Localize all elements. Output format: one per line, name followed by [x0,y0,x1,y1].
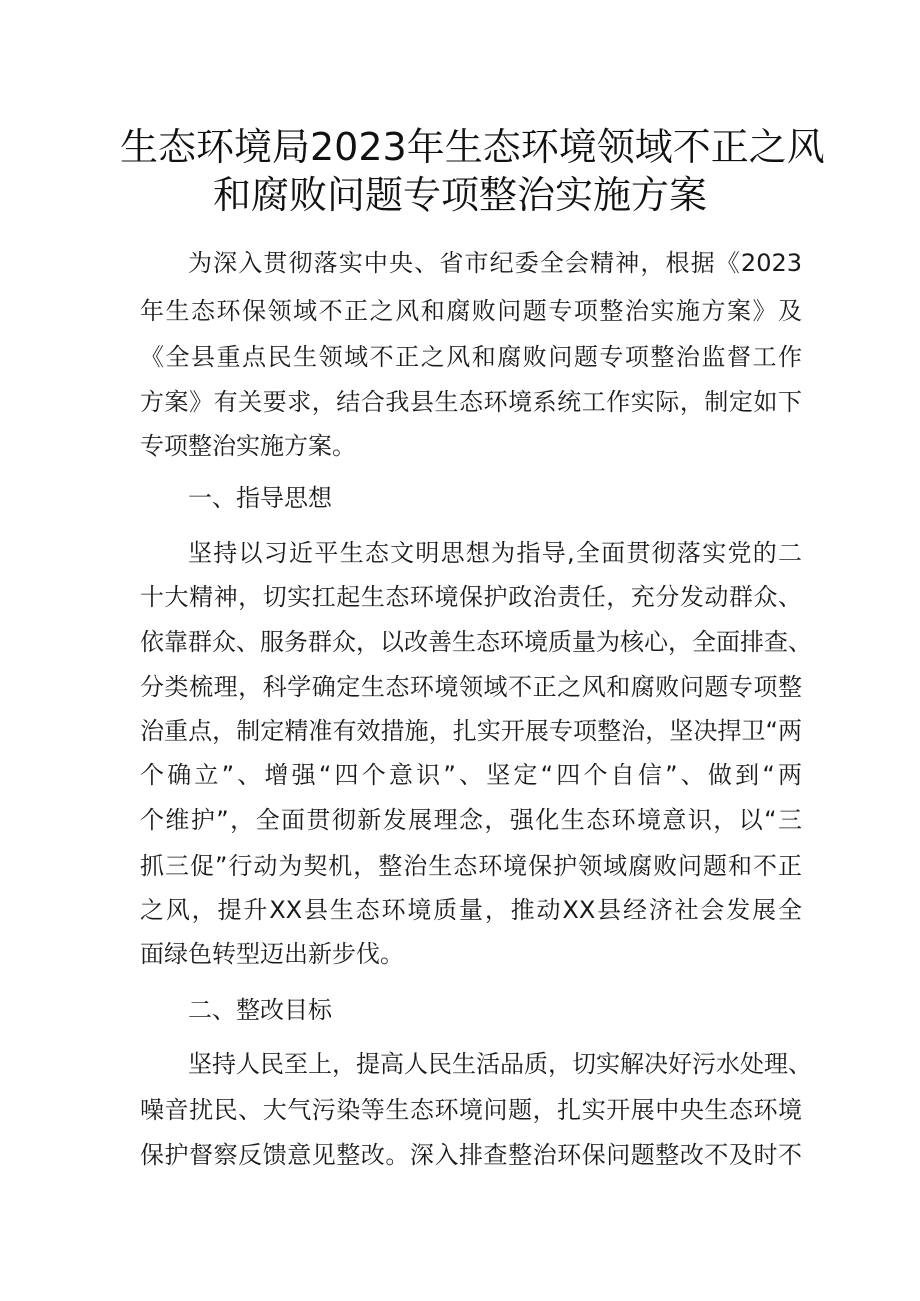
section-1-line-2: 十大精神，切实扛起生态环境保护政治责任，充分发动群众、 [140,583,802,611]
section-1-line-1: 坚持以习近平生态文明思想为指导,全面贯彻落实党的二 [188,539,802,567]
intro-line-1: 为深入贯彻落实中央、省市纪委全会精神，根据《2023 [188,249,802,277]
section-1-line-5: 治重点，制定精准有效措施，扎实开展专项整治，坚决捍卫“两 [140,717,802,745]
section-2-heading: 二、整改目标 [188,996,332,1024]
document-title-line-1: 生态环境局2023年生态环境领域不正之风 [120,125,825,169]
section-1-heading: 一、指导思想 [188,484,332,512]
section-1-line-8: 抓三促”行动为契机，整治生态环境保护领域腐败问题和不正 [140,852,802,880]
intro-line-3: 《全县重点民生领域不正之风和腐败问题专项整治监督工作 [140,343,802,371]
section-1-line-4: 分类梳理，科学确定生态环境领域不正之风和腐败问题专项整 [140,673,802,701]
section-2-line-1: 坚持人民至上，提高人民生活品质，切实解决好污水处理、 [188,1050,812,1078]
section-2-line-3: 保护督察反馈意见整改。深入排查整治环保问题整改不及时不 [140,1141,802,1169]
section-1-line-7: 个维护”，全面贯彻新发展理念，强化生态环境意识，以“三 [140,806,802,834]
intro-line-4: 方案》有关要求，结合我县生态环境系统工作实际，制定如下 [140,388,802,416]
intro-line-2: 年生态环保领域不正之风和腐败问题专项整治实施方案》及 [140,297,802,325]
document-title-line-2: 和腐败问题专项整治实施方案 [212,173,707,217]
section-1-line-9: 之风，提升XX县生态环境质量，推动XX县经济社会发展全 [140,896,802,924]
section-1-line-3: 依靠群众、服务群众，以改善生态环境质量为核心，全面排查、 [140,628,812,656]
section-2-line-2: 噪音扰民、大气污染等生态环境问题，扎实开展中央生态环境 [140,1096,802,1124]
intro-line-5: 专项整治实施方案。 [140,432,356,460]
section-1-line-10: 面绿色转型迈出新步伐。 [140,940,404,968]
section-1-line-6: 个确立”、增强“四个意识”、坚定“四个自信”、做到“两 [140,761,802,789]
